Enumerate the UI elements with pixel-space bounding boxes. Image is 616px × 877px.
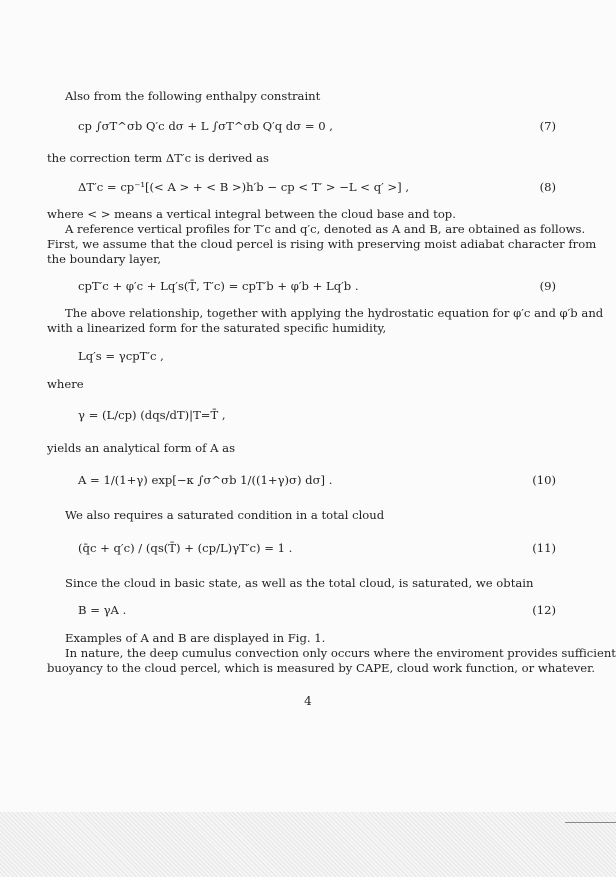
page-number: 4	[304, 694, 312, 708]
equation-number: (7)	[539, 119, 556, 133]
paragraph-line: buoyancy to the cloud percel, which is measured by CAPE, cloud work function, or whatever.	[47, 661, 596, 675]
paragraph-line: Examples of A and B are displayed in Fig. 1.	[65, 631, 326, 645]
equation-12: B = γA .	[78, 603, 127, 617]
paragraph-line: A reference vertical profiles for T′c and q′c, denoted as A and B, are obtained as follows.	[65, 222, 586, 236]
paragraph-line: yields an analytical form of A as	[47, 441, 236, 455]
paragraph-line: with a linearized form for the saturated specific humidity,	[47, 321, 387, 335]
paragraph-line: In nature, the deep cumulus convection only occurs where the enviroment provides sufficient	[65, 646, 616, 660]
equation-7: cp ∫σT^σb Q′c dσ + L ∫σT^σb Q′q dσ = 0 ,	[78, 119, 333, 133]
equation-number: (8)	[539, 180, 556, 194]
equation-gamma: γ = (L/cp) (dqs/dT)|T=T̄ ,	[78, 408, 226, 422]
paragraph-line: We also requires a saturated condition in a total cloud	[65, 508, 385, 522]
equation-number: (11)	[532, 541, 556, 555]
paragraph-line: where	[47, 377, 84, 391]
equation-number: (9)	[539, 279, 556, 293]
equation-10: A = 1/(1+γ) exp[−κ ∫σ^σb 1/((1+γ)σ) dσ] .	[78, 473, 333, 487]
scan-artifact-line	[565, 822, 616, 823]
scan-artifact	[0, 812, 616, 877]
equation-8: ΔT′c = cp⁻¹[(< A > + < B >)h′b − cp < T′ > −L < q′ >] ,	[78, 180, 410, 194]
equation-number: (10)	[532, 473, 556, 487]
paragraph-line: First, we assume that the cloud percel is rising with preserving moist adiabat character from	[47, 237, 597, 251]
equation-humidity: Lq′s = γcpT′c ,	[78, 349, 164, 363]
equation-number: (12)	[532, 603, 556, 617]
equation-11: (q̄c + q′c) / (qs(T̄) + (cp/L)γT′c) = 1 .	[78, 541, 293, 555]
paragraph-line: Since the cloud in basic state, as well as the total cloud, is saturated, we obtain	[65, 576, 534, 590]
paragraph-line: The above relationship, together with applying the hydrostatic equation for φ′c and φ′b and	[65, 306, 604, 320]
equation-9: cpT′c + φ′c + Lq′s(T̄, T′c) = cpT′b + φ′b + Lq′b .	[78, 279, 359, 293]
paragraph-line: Also from the following enthalpy constraint	[65, 89, 321, 103]
paragraph-line: the boundary layer,	[47, 252, 162, 266]
paragraph-line: the correction term ΔT′c is derived as	[47, 151, 269, 165]
paragraph-line: where < > means a vertical integral between the cloud base and top.	[47, 207, 456, 221]
